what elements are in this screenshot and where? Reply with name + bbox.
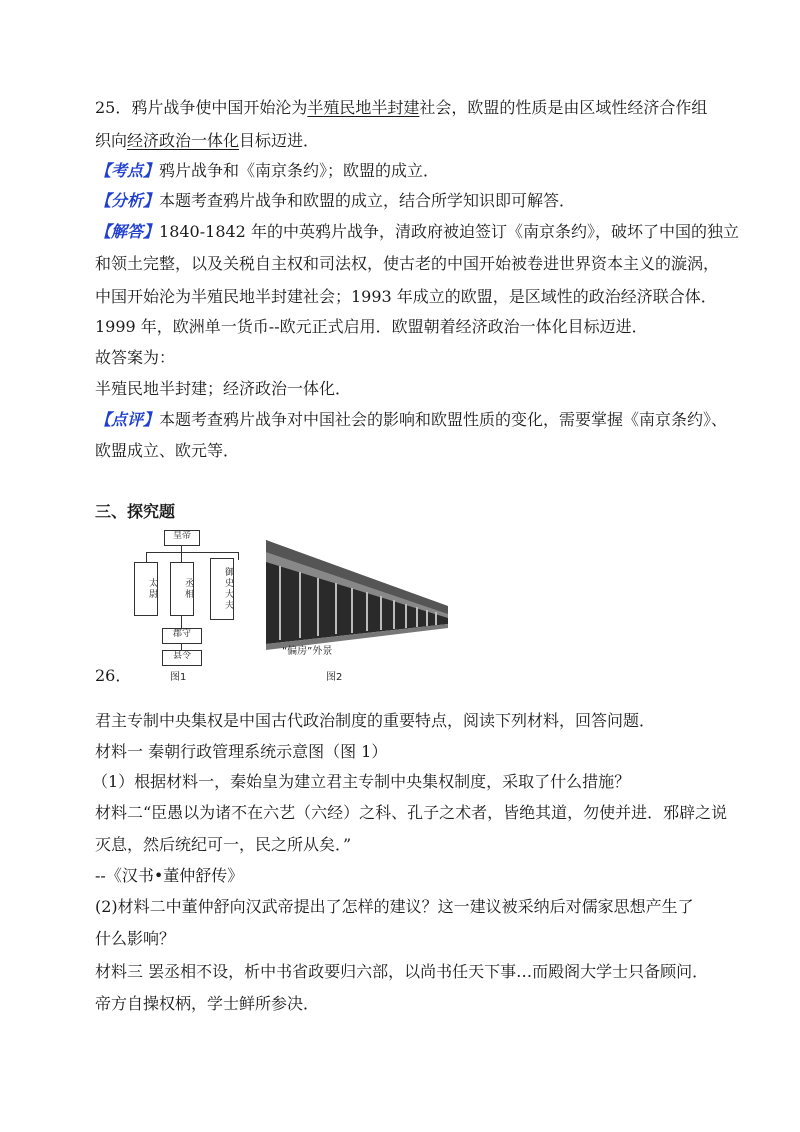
material-3-line1: 材料三 罢丞相不设，析中书省政要归六部，以尚书任天下事…而殿阁大学士只备顾问．	[95, 962, 709, 981]
building-image	[266, 540, 448, 650]
kaodian-tag: 【考点】	[95, 161, 160, 180]
figure1-diagram	[118, 530, 248, 680]
box-taiwei: 太尉	[134, 562, 158, 616]
figure2-photo	[266, 540, 448, 650]
dianping-text: 本题考查鸦片战争对中国社会的影响和欧盟性质的变化，需要掌握《南京条约》、	[159, 410, 728, 429]
jieda-line3: 中国开始沦为半殖民地半封建社会；1993 年成立的欧盟，是区域性的政治经济联合体．	[95, 287, 717, 306]
q25-answer-blank-1: 半殖民地半封建	[307, 98, 420, 117]
box-chengxiang: 丞相	[170, 562, 194, 616]
q25-line2	[95, 131, 319, 151]
box-yushidafu: 御史大夫	[210, 558, 234, 620]
jieda-tag: 【解答】	[95, 222, 160, 241]
connector	[238, 552, 239, 560]
q25-text: 目标迈进．	[239, 131, 320, 150]
question-2-line2: 什么影响？	[95, 929, 176, 948]
box-xianling: 县令	[162, 650, 202, 666]
fenxi-tag: 【分析】	[95, 191, 160, 210]
section-title: 三、探究题	[95, 502, 176, 521]
q25-line1	[95, 98, 707, 118]
connector	[181, 643, 182, 650]
figure2-inner-caption: “偏房”外景	[282, 646, 333, 657]
connector	[181, 615, 182, 628]
connector	[146, 552, 147, 562]
q26-number: 26．	[95, 666, 132, 685]
q25-text: 织向	[95, 131, 128, 150]
dianping-line1	[95, 410, 727, 430]
material-2-line1: 材料二“臣愚以为诸不在六艺（六经）之科、孔子之术者，皆绝其道，勿使并进．邪辟之说	[95, 803, 728, 822]
connector	[146, 552, 238, 553]
box-emperor: 皇帝	[164, 530, 200, 546]
question-1: （1）根据材料一，秦始皇为建立君主专制中央集权制度，采取了什么措施？	[92, 772, 631, 791]
dianping-tag: 【点评】	[95, 410, 160, 429]
figure1-caption: 图1	[170, 672, 187, 683]
jieda-line4: 1999 年，欧洲单一货币--欧元正式启用．欧盟朝着经济政治一体化目标迈进．	[95, 317, 648, 336]
answer-label: 故答案为：	[95, 348, 176, 367]
jieda-line1	[95, 222, 739, 242]
question-2-line1: (2)材料二中董仲舒向汉武帝提出了怎样的建议？这一建议被采纳后对儒家思想产生了	[95, 897, 694, 916]
fenxi-text: 本题考查鸦片战争和欧盟的成立，结合所学知识即可解答．	[159, 191, 576, 210]
kaodian-line	[95, 161, 439, 181]
connector	[181, 545, 182, 552]
material-3-line2: 帝方自操权柄，学士鲜所参决．	[95, 994, 320, 1013]
q26-intro: 君主专制中央集权是中国古代政治制度的重要特点，阅读下列材料，回答问题．	[95, 711, 656, 730]
material-2-line2: 灭息，然后统纪可一，民之所从矣．”	[95, 835, 352, 854]
jieda-line2: 和领土完整，以及关税自主权和司法权，使古老的中国开始被卷进世界资本主义的漩涡，	[95, 254, 720, 273]
connector	[181, 552, 182, 562]
material-2-source: --《汉书•董仲舒传》	[95, 866, 244, 885]
material-1: 材料一 秦朝行政管理系统示意图（图 1）	[95, 742, 388, 761]
box-junshou: 郡守	[162, 628, 202, 644]
dianping-line2: 欧盟成立、欧元等．	[95, 441, 240, 460]
fenxi-line	[95, 191, 575, 211]
q25-text: 社会，欧盟的性质是由区域性经济合作组	[419, 98, 708, 117]
q25-text: 25．鸦片战争使中国开始沦为	[95, 98, 308, 117]
kaodian-text: 鸦片战争和《南京条约》；欧盟的成立．	[159, 161, 440, 180]
answer-text: 半殖民地半封建；经济政治一体化．	[95, 379, 352, 398]
q25-answer-blank-2: 经济政治一体化	[127, 131, 240, 150]
figure2-caption: 图2	[326, 672, 343, 683]
jieda-text: 1840-1842 年的中英鸦片战争，清政府被迫签订《南京条约》，破坏了中国的独立	[159, 222, 739, 241]
